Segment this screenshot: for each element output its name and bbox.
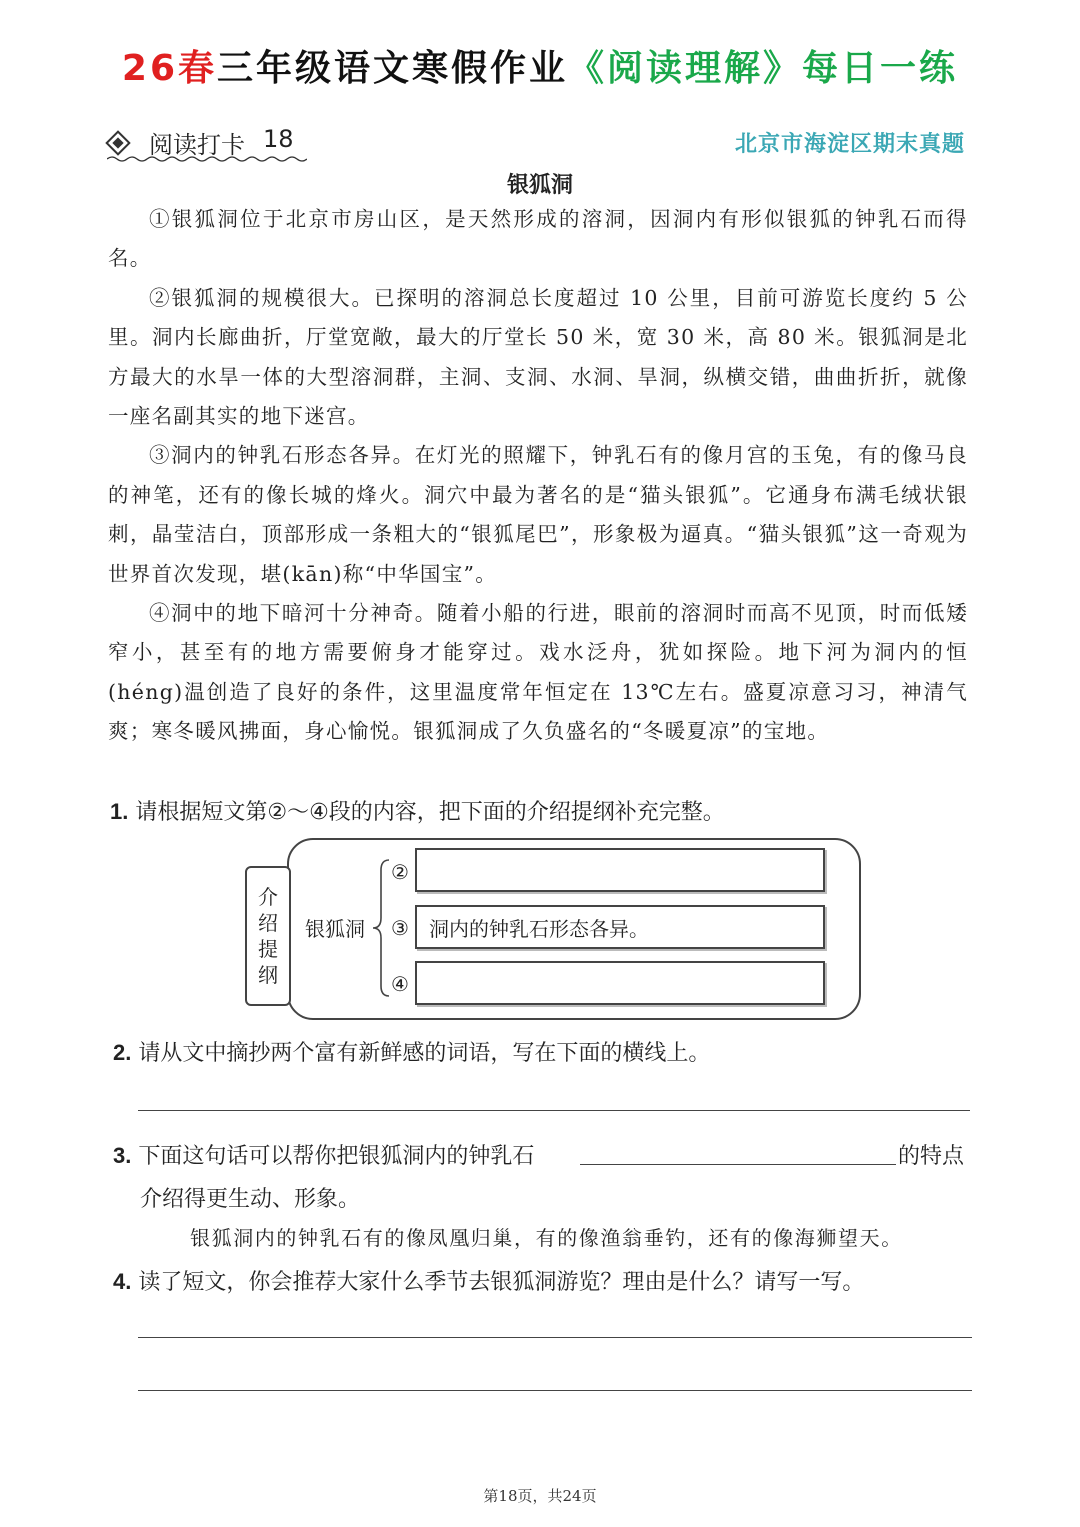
question-3 [113, 1139, 534, 1170]
paragraph-1: ①银狐洞位于北京市房山区，是天然形成的溶洞，因洞内有形似银狐的钟乳石而得名。 [108, 207, 968, 271]
outline-tab-char: 介 [258, 885, 278, 909]
answer-line-q4-1[interactable] [138, 1337, 972, 1338]
outline-tab-char: 绍 [258, 911, 278, 935]
paragraph-3: ③洞内的钟乳石形态各异。在灯光的照耀下，钟乳石有的像月宫的玉兔，有的像马良的神笔，还有的像长城的烽火。洞穴中最为著名的是“猫头银狐”。它通身布满毛绒状银刺，晶莹洁白，顶部形成一条粗大的“银狐尾巴”，形象极为逼真。“猫头银狐”这一奇观为世界首次发现，堪(kān)称“中华国宝”。 [108, 443, 968, 586]
outline-tab [245, 866, 291, 1006]
question-4-number: 4. [113, 1269, 132, 1294]
question-4 [113, 1265, 864, 1296]
title-year: 26春 [121, 48, 218, 89]
outline-item-3-number: ③ [391, 916, 409, 940]
question-1-number: 1. [110, 799, 129, 824]
passage-title: 银狐洞 [506, 173, 573, 198]
question-3-number: 3. [113, 1143, 132, 1168]
source-label: 北京市海淀区期末真题 [734, 132, 965, 157]
question-2-text: 请从文中摘抄两个富有新鲜感的词语，写在下面的横线上。 [138, 1041, 711, 1066]
question-3-text-b: 的特点 [898, 1144, 965, 1169]
outline-root-label: 银狐洞 [305, 917, 365, 941]
outline-tab-char: 纲 [258, 963, 278, 987]
outline-diagram [245, 838, 860, 1020]
paragraph-2: ②银狐洞的规模很大。已探明的溶洞总长度超过 10 公里，目前可游览长度约 5 公里。洞内长廊曲折，厅堂宽敞，最大的厅堂长 50 米，宽 30 米，高 80 米。银狐洞是北方最大的水旱一体的大型溶洞群，主洞、支洞、水洞、旱洞，纵横交错，曲曲折折，就像一座名副其实的地下迷宫。 [108, 285, 968, 429]
outline-item-2-field[interactable] [415, 848, 825, 892]
reading-card-header [105, 125, 975, 165]
card-number: 18 [263, 125, 294, 153]
card-label: 阅读打卡 [149, 131, 245, 159]
outline-item-4-number: ④ [391, 972, 409, 996]
wavy-underline-icon [107, 155, 307, 163]
paragraph-4: ④洞中的地下暗河十分神奇。随着小船的行进，眼前的溶洞时而高不见顶，时而低矮窄小，甚至有的地方需要俯身才能穿过。戏水泛舟，犹如探险。地下河为洞内的恒(héng)温创造了良好的条件，这里温度常年恒定在 13℃左右。盛夏凉意习习，神清气爽；寒冬暖风拂面，身心愉悦。银狐洞成了久负盛名的“冬暖夏凉”的宝地。 [108, 601, 968, 744]
page-footer: 第18页，共24页 [483, 1487, 597, 1505]
page-title [0, 40, 1080, 91]
answer-line-q2[interactable] [138, 1110, 970, 1111]
brace-icon [373, 858, 391, 998]
outline-tab-char: 提 [258, 937, 278, 961]
question-1 [110, 795, 725, 826]
question-1-text: 请根据短文第②～④段的内容，把下面的介绍提纲补充完整。 [135, 800, 725, 825]
question-2 [113, 1036, 710, 1067]
example-sentence: 银狐洞内的钟乳石有的像凤凰归巢，有的像渔翁垂钓，还有的像海狮望天。 [190, 1226, 903, 1250]
title-series: 《阅读理解》每日一练 [568, 48, 959, 89]
question-4-text: 读了短文，你会推荐大家什么季节去银狐洞游览？理由是什么？请写一写。 [138, 1270, 865, 1295]
outline-item-4-field[interactable] [415, 961, 825, 1005]
outline-item-3-field[interactable]: 洞内的钟乳石形态各异。 [415, 905, 825, 949]
passage-body [108, 200, 968, 752]
answer-line-q4-2[interactable] [138, 1390, 972, 1391]
question-2-number: 2. [113, 1040, 132, 1065]
outline-item-2-number: ② [391, 860, 409, 884]
question-3-text-c: 介绍得更生动、形象。 [140, 1187, 361, 1212]
answer-blank-q3[interactable] [580, 1164, 896, 1165]
question-3-text-a: 下面这句话可以帮你把银狐洞内的钟乳石 [138, 1144, 535, 1169]
diamond-icon [105, 130, 130, 155]
title-grade: 三年级语文寒假作业 [217, 48, 569, 89]
